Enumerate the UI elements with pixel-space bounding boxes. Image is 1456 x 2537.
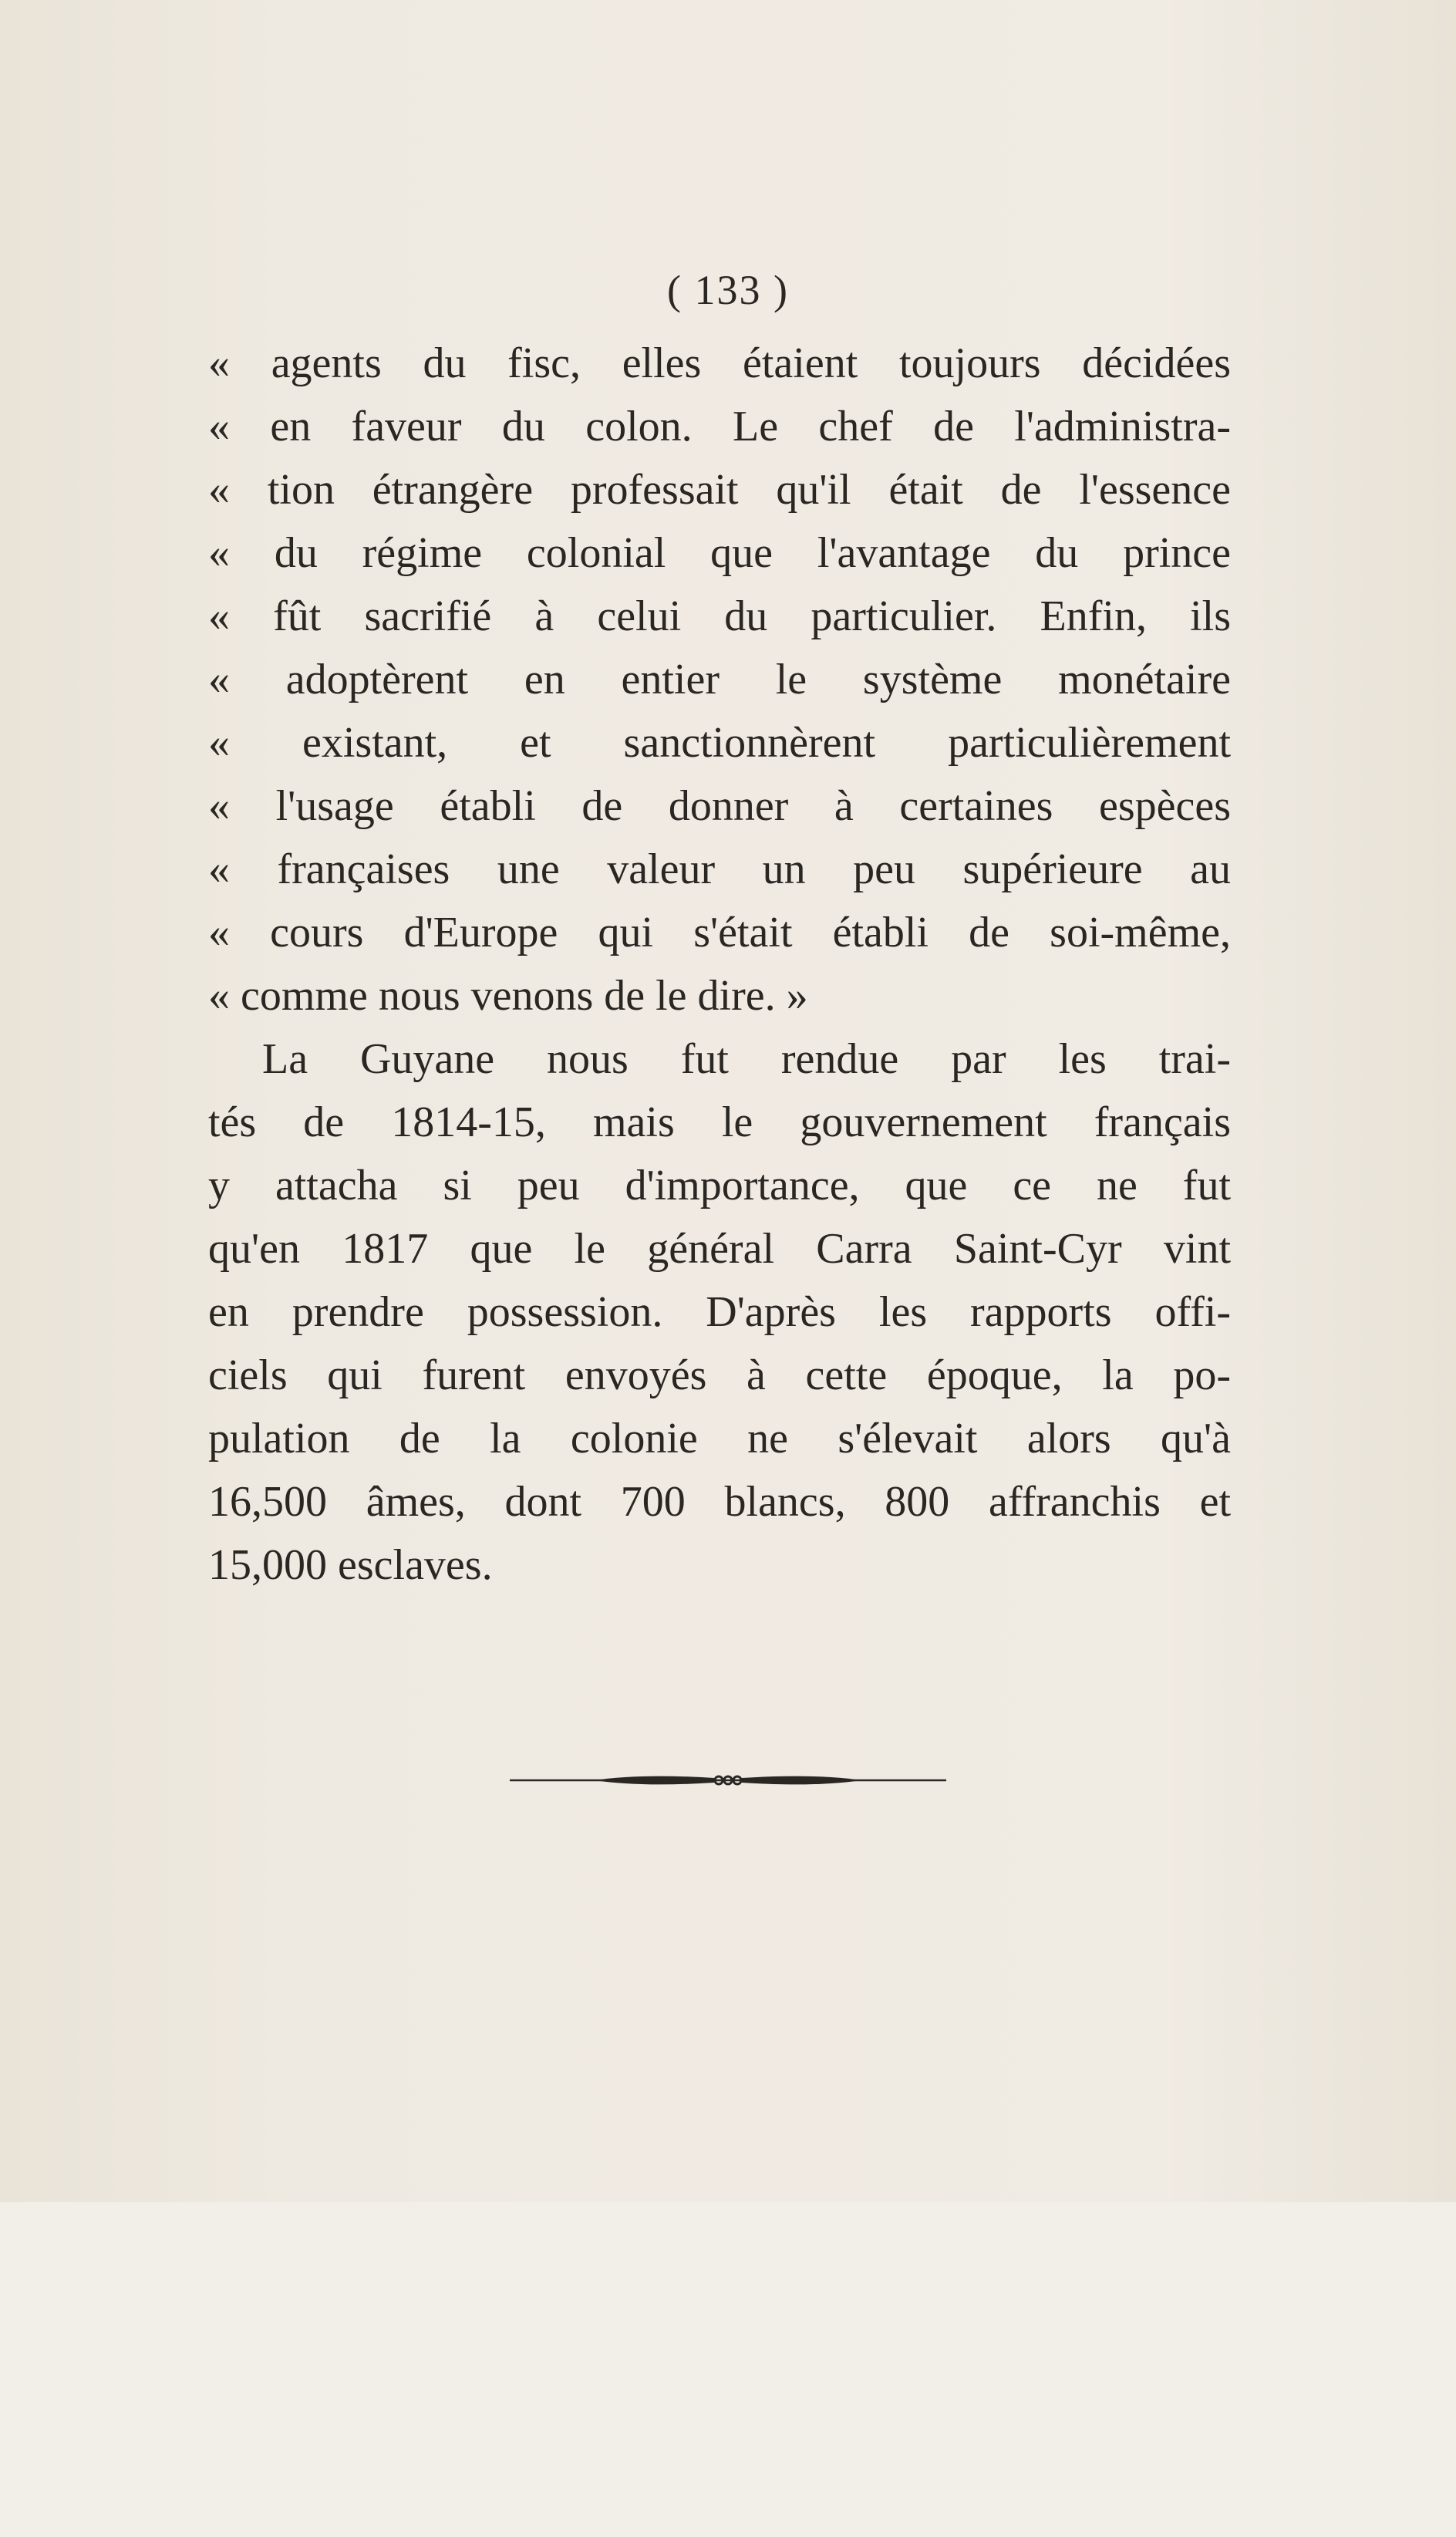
page-number: ( 133 ) [667, 267, 789, 313]
paragraph-line: tés de 1814-15, mais le gouvernement français [208, 1098, 1231, 1146]
quote-line: « comme nous venons de le dire. » [208, 972, 808, 1020]
paragraph-line: y attacha si peu d'importance, que ce ne fut [208, 1162, 1231, 1209]
quote-line: « adoptèrent en entier le système monétaire [208, 656, 1231, 703]
paragraph-line: en prendre possession. D'après les rapports offi- [208, 1288, 1231, 1336]
quote-line: « tion étrangère professait qu'il était de l'essence [208, 466, 1231, 514]
quote-line: « l'usage établi de donner à certaines espèces [208, 782, 1231, 830]
page-body [208, 332, 1231, 1597]
quote-line: « existant, et sanctionnèrent particulièrement [208, 719, 1231, 767]
paragraph-line: qu'en 1817 que le général Carra Saint-Cyr vint [208, 1225, 1231, 1273]
quote-line: « cours d'Europe qui s'était établi de soi-même, [208, 909, 1231, 956]
quote-line: « en faveur du colon. Le chef de l'administra- [208, 403, 1231, 450]
paragraph-line: ciels qui furent envoyés à cette époque, la po- [208, 1351, 1231, 1399]
paragraph-line: 16,500 âmes, dont 700 blancs, 800 affranchis et [208, 1478, 1231, 1526]
paragraph-line: La Guyane nous fut rendue par les trai- [262, 1035, 1231, 1083]
paragraph-line: pulation de la colonie ne s'élevait alors qu'à [208, 1415, 1231, 1462]
quote-line: « agents du fisc, elles étaient toujours décidées [208, 339, 1231, 387]
quote-line: « du régime colonial que l'avantage du prince [208, 529, 1231, 577]
quote-line: « françaises une valeur un peu supérieure au [208, 845, 1231, 893]
paragraph-line: 15,000 esclaves. [208, 1541, 493, 1589]
ornament-divider [510, 1771, 946, 1790]
quote-line: « fût sacrifié à celui du particulier. Enfin, ils [208, 592, 1231, 640]
